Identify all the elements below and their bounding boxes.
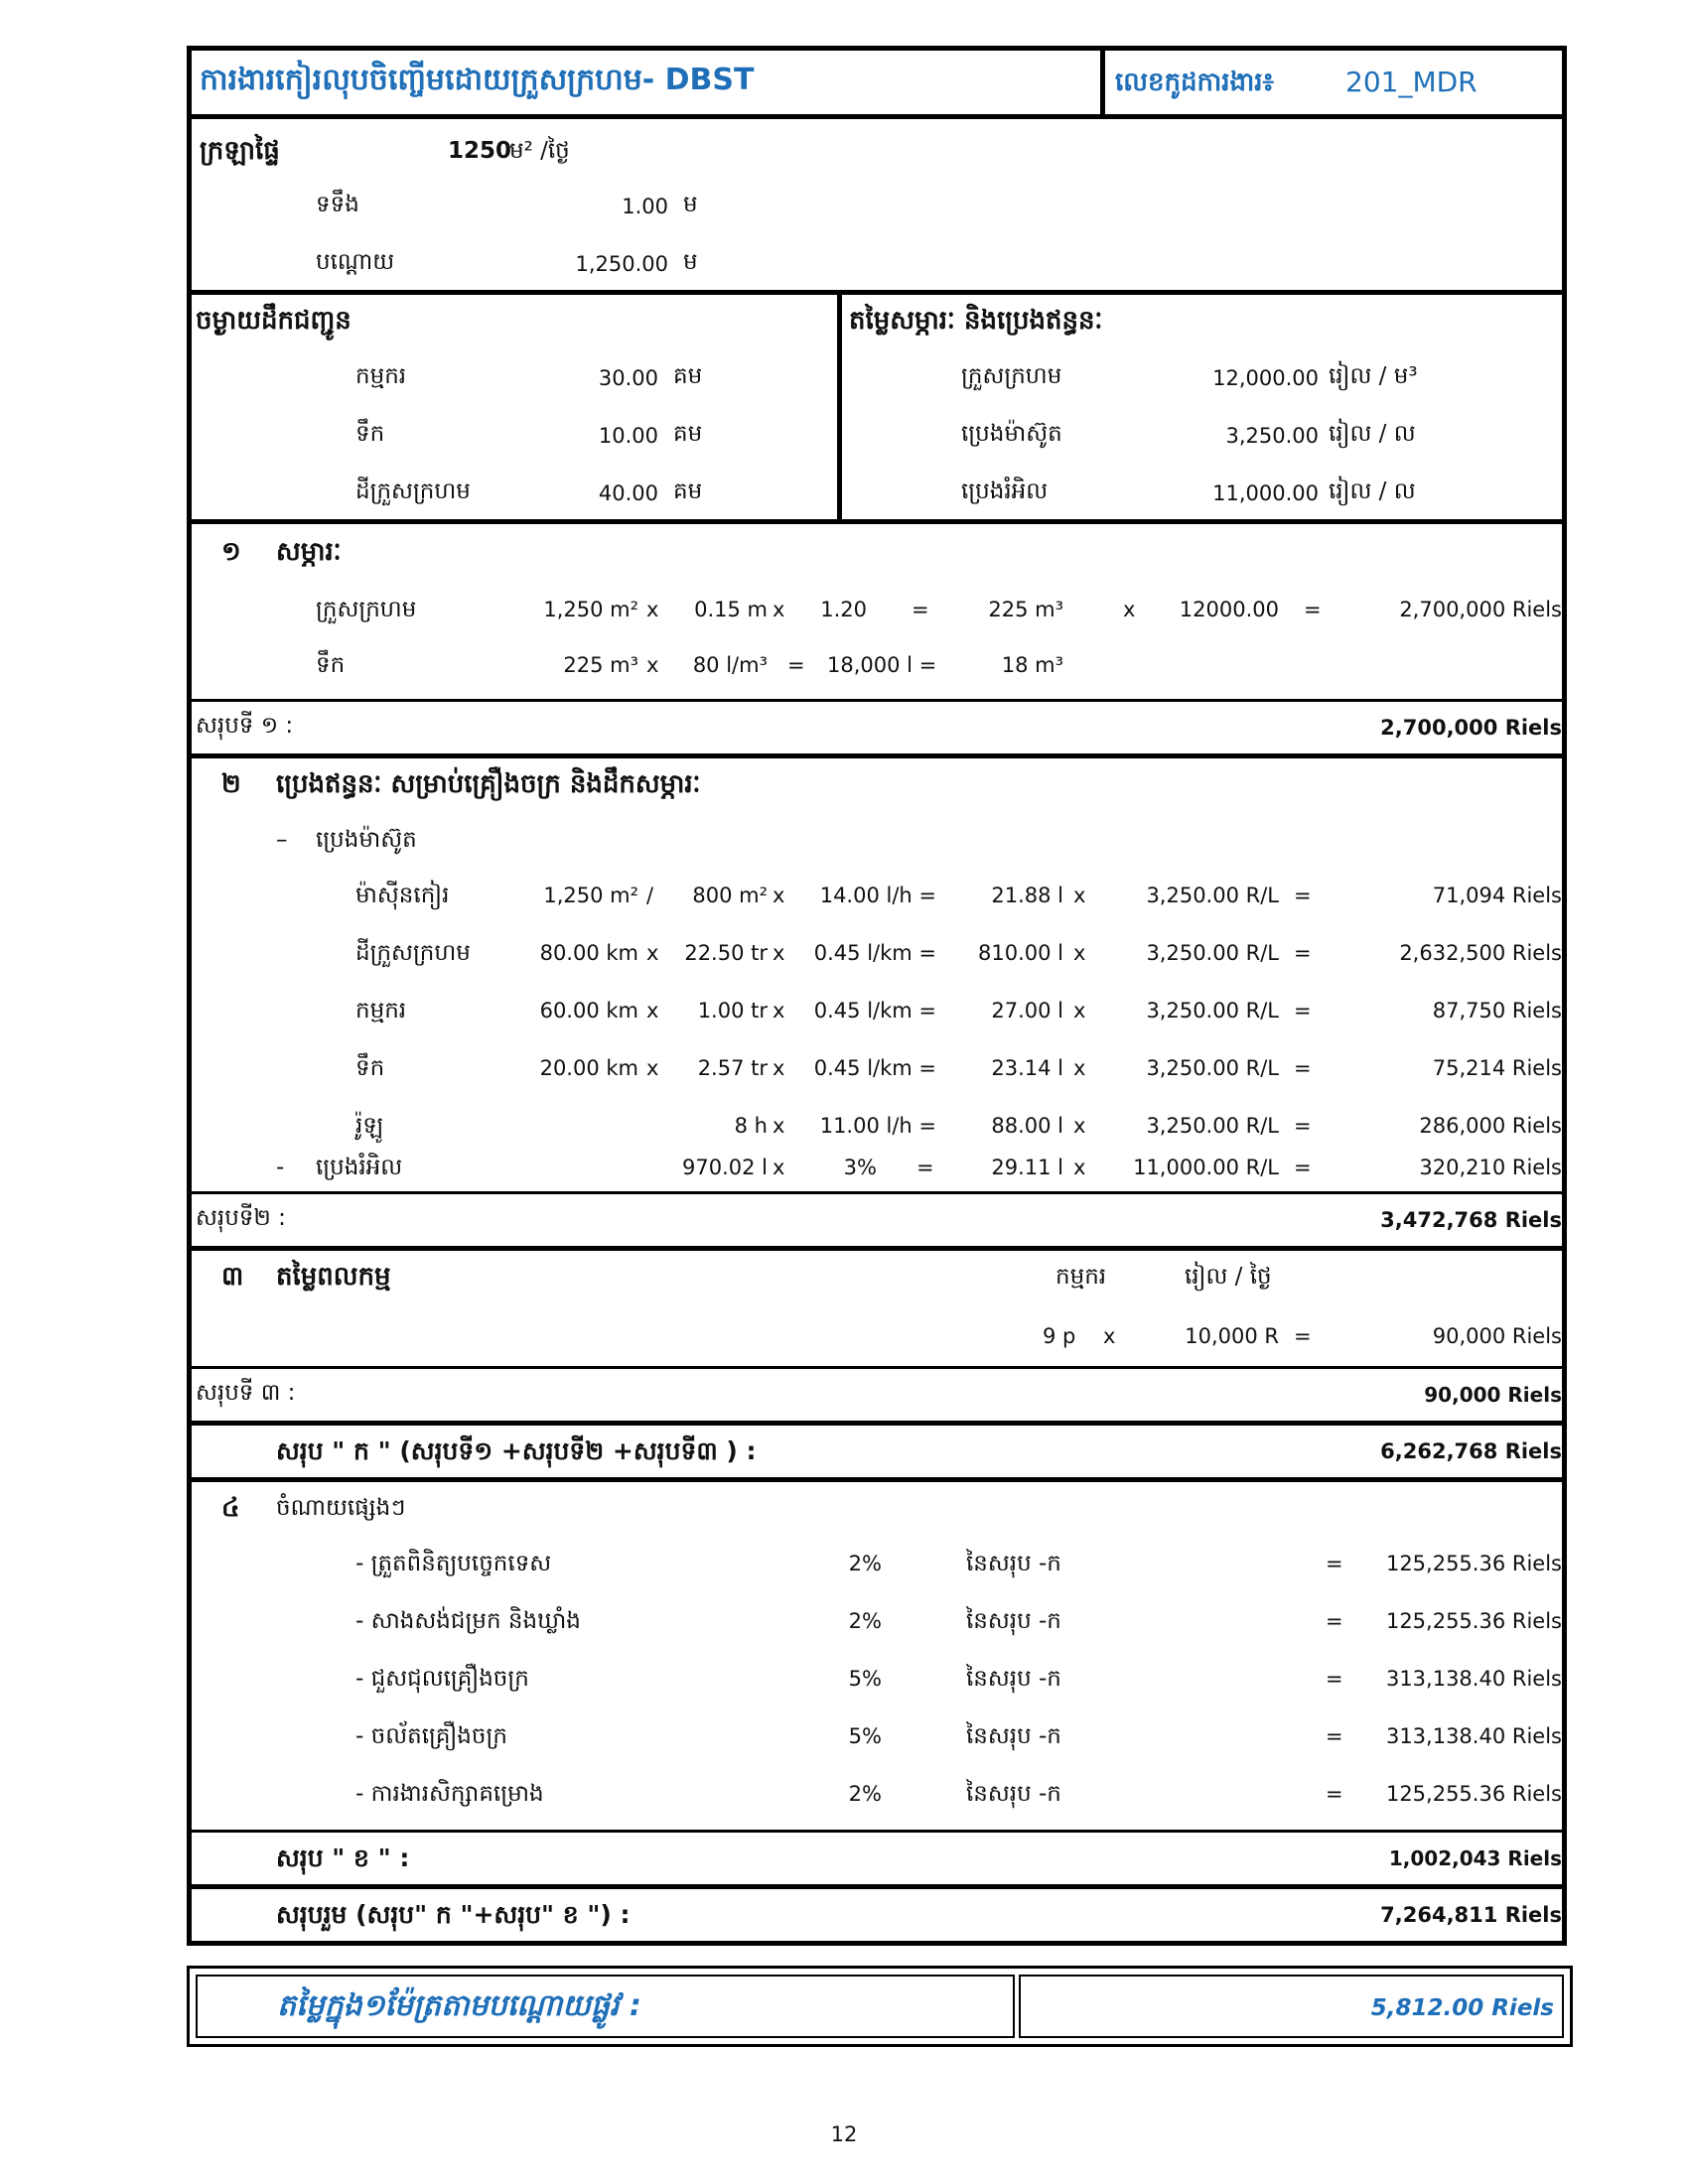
sum-a-box <box>187 1426 1567 1482</box>
fuel-c4: 21.88 l <box>991 884 1063 907</box>
distance-value: 10.00 <box>598 424 658 448</box>
distance-unit: គម <box>673 363 703 389</box>
price-unit: រៀល / ម³ <box>1329 363 1418 389</box>
fuel-c2: 2.57 tr <box>697 1056 768 1080</box>
operator: x <box>773 1056 785 1080</box>
operator: x <box>1073 1056 1086 1080</box>
sum-a-value: 6,262,768 Riels <box>1380 1439 1562 1463</box>
other-cost-basis: នៃសរុប -ក <box>966 1723 1061 1749</box>
daily-rate: 10,000 R <box>1185 1324 1279 1348</box>
diesel-label: ប្រេងម៉ាស៊ូត <box>316 827 417 853</box>
header-box <box>187 46 1567 119</box>
other-cost-label: - ជួសជុលគ្រឿងចក្រ <box>355 1666 529 1692</box>
distance-value: 30.00 <box>598 366 658 390</box>
lube-total: 320,210 Riels <box>1419 1156 1562 1179</box>
section4-box <box>187 1482 1567 1833</box>
fuel-row <box>192 1048 1562 1088</box>
section2-subtotal-label: សរុបទី២ : <box>196 1205 286 1231</box>
fuel-row-label: កម្មករ <box>355 998 407 1024</box>
lube-c5: 11,000.00 R/L <box>1133 1156 1279 1179</box>
other-cost-value: 125,255.36 Riels <box>1385 1609 1562 1633</box>
operator: = <box>1326 1724 1343 1748</box>
cost-estimate-document <box>187 46 1567 1946</box>
operator: = <box>1294 999 1312 1023</box>
section4-number: ៤ <box>221 1493 240 1523</box>
distance-unit: គម <box>673 478 703 504</box>
operator: x <box>1073 884 1086 907</box>
material-volume: 225 m³ <box>988 598 1063 621</box>
operator: x <box>646 999 659 1023</box>
unit-price-label-cell <box>196 1975 1015 2038</box>
length-value: 1,250.00 <box>575 252 668 276</box>
fuel-c1: 1,250 m² <box>543 884 638 907</box>
distances-prices-divider <box>837 295 842 519</box>
grand-total-value: 7,264,811 Riels <box>1380 1903 1562 1927</box>
fuel-c1: 80.00 km <box>539 941 638 965</box>
fuel-c5: 3,250.00 R/L <box>1146 999 1279 1023</box>
operator: = <box>1326 1782 1343 1806</box>
fuel-c4: 23.14 l <box>991 1056 1063 1080</box>
fuel-c2: 1.00 tr <box>697 999 768 1023</box>
distance-label: ដីក្រួសក្រហម <box>355 478 471 504</box>
fuel-c2: 22.50 tr <box>684 941 768 965</box>
fuel-c3: 14.00 l/h = <box>819 884 936 907</box>
fuel-c3: 0.45 l/km = <box>813 999 936 1023</box>
document-title: ការងារកៀរលុបចិញ្ចើមដោយក្រួសក្រហម- DBST <box>200 63 755 97</box>
other-cost-percent: 2% <box>848 1609 882 1633</box>
unit-price-value-cell <box>1019 1975 1564 2038</box>
section3-title: តម្លៃពលកម្ម <box>276 1262 391 1292</box>
other-cost-percent: 2% <box>848 1782 882 1806</box>
operator: x <box>1073 1114 1086 1138</box>
diesel-dash: – <box>276 827 288 853</box>
page-number: 12 <box>830 2122 858 2146</box>
fuel-total: 87,750 Riels <box>1432 999 1562 1023</box>
fuel-row-label: ដីក្រួសក្រហម <box>355 940 471 966</box>
other-cost-row <box>192 1601 1562 1641</box>
other-cost-percent: 5% <box>848 1724 882 1748</box>
productivity-unit: ម² /ថ្ងៃ <box>509 138 570 164</box>
unit-price-value: 5,812.00 Riels <box>1370 1995 1554 2021</box>
fuel-total: 75,214 Riels <box>1432 1056 1562 1080</box>
water-row <box>192 645 1562 685</box>
header-divider <box>1100 51 1105 114</box>
operator: = <box>1294 941 1312 965</box>
operator: = <box>1294 884 1312 907</box>
operator: x <box>773 1114 785 1138</box>
water-volume: 225 m³ <box>563 653 638 677</box>
other-cost-label: - ការងារសិក្សាគម្រោង <box>355 1781 544 1807</box>
other-cost-percent: 5% <box>848 1667 882 1691</box>
other-cost-row <box>192 1774 1562 1814</box>
operator: x <box>773 598 785 621</box>
operator: = <box>916 1156 934 1179</box>
operator: / <box>646 884 654 907</box>
rate-header: រៀល / ថ្ងៃ <box>1185 1264 1272 1290</box>
price-value: 12,000.00 <box>1212 366 1319 390</box>
operator: = <box>1326 1667 1343 1691</box>
material-row <box>192 590 1562 629</box>
price-label: ក្រួសក្រហម <box>961 363 1062 389</box>
other-cost-value: 313,138.40 Riels <box>1385 1667 1562 1691</box>
other-cost-value: 125,255.36 Riels <box>1385 1552 1562 1575</box>
section2-subtotal-box <box>187 1194 1567 1251</box>
other-cost-value: 125,255.36 Riels <box>1385 1782 1562 1806</box>
other-cost-row <box>192 1659 1562 1699</box>
operator: = <box>1294 1114 1312 1138</box>
workers-count: 9 p <box>1043 1324 1076 1348</box>
water-m3: 18 m³ <box>1001 653 1063 677</box>
fuel-row-label: ម៉ាស៊ីនកៀរ <box>355 883 450 908</box>
fuel-row <box>192 933 1562 973</box>
other-cost-basis: នៃសរុប -ក <box>966 1608 1061 1634</box>
labor-total: 90,000 Riels <box>1432 1324 1562 1348</box>
fuel-c4: 810.00 l <box>978 941 1063 965</box>
operator: = <box>1326 1552 1343 1575</box>
distance-label: ទឹក <box>355 421 385 447</box>
width-unit: ម <box>683 192 698 217</box>
section2-title: ប្រេងឥន្ធនៈ សម្រាប់គ្រឿងចក្រ និងដឹកសម្ភារៈ <box>276 769 701 799</box>
grand-total-label: សរុបរួម (សរុប" ក "+សរុប" ខ ") : <box>276 1900 631 1929</box>
productivity-label: ក្រឡាផ្ទៃ <box>200 136 280 166</box>
section1-subtotal-label: សរុបទី ១ : <box>196 713 294 739</box>
distance-label: កម្មករ <box>355 363 407 389</box>
sum-b-value: 1,002,043 Riels <box>1388 1846 1562 1870</box>
section2-number: ២ <box>221 769 241 799</box>
distance-value: 40.00 <box>598 481 658 505</box>
other-cost-basis: នៃសរុប -ក <box>966 1551 1061 1576</box>
fuel-c5: 3,250.00 R/L <box>1146 1114 1279 1138</box>
distance-unit: គម <box>673 421 703 447</box>
material-area: 1,250 m² <box>543 598 638 621</box>
other-cost-row <box>192 1544 1562 1583</box>
fuel-c2: 800 m² <box>692 884 768 907</box>
other-cost-value: 313,138.40 Riels <box>1385 1724 1562 1748</box>
price-label: ប្រេងម៉ាស៊ូត <box>961 421 1062 447</box>
fuel-c4: 27.00 l <box>991 999 1063 1023</box>
fuel-c5: 3,250.00 R/L <box>1146 1056 1279 1080</box>
fuel-c1: 60.00 km <box>539 999 638 1023</box>
price-value: 11,000.00 <box>1212 481 1319 505</box>
section4-title: ចំណាយផ្សេងៗ <box>276 1495 406 1521</box>
lube-dash: - <box>276 1155 285 1180</box>
operator: = <box>1294 1056 1312 1080</box>
lube-row <box>192 1148 1562 1187</box>
operator: = <box>787 653 805 677</box>
material-label: ក្រួសក្រហម <box>316 597 417 622</box>
operator: = <box>912 598 929 621</box>
operator: x <box>1123 598 1136 621</box>
section1-title: សម្ភារៈ <box>276 537 342 567</box>
fuel-c4: 88.00 l <box>991 1114 1063 1138</box>
sum-b-label: សរុប " ខ " : <box>276 1843 410 1872</box>
fuel-c5: 3,250.00 R/L <box>1146 941 1279 965</box>
length-unit: ម <box>683 249 698 275</box>
operator: x <box>773 884 785 907</box>
sum-b-box <box>187 1833 1567 1889</box>
operator: x <box>773 1156 785 1179</box>
operator: x <box>1073 941 1086 965</box>
width-value: 1.00 <box>622 195 668 218</box>
fuel-total: 2,632,500 Riels <box>1399 941 1562 965</box>
lube-c3: 3% <box>843 1156 877 1179</box>
section1-box <box>187 524 1567 702</box>
sum-a-label: សរុប " ក " (សរុបទី១ +សរុបទី២ +សរុបទី៣ ) : <box>276 1436 757 1465</box>
unit-price-label: តម្លៃក្នុង១ម៉ែត្រតាមបណ្ដោយផ្លូវ : <box>277 1988 641 2023</box>
operator: = <box>1294 1156 1312 1179</box>
distances-prices-box <box>187 295 1567 524</box>
operator: x <box>646 598 659 621</box>
price-label: ប្រេងរំអិល <box>961 478 1049 504</box>
material-total: 2,700,000 Riels <box>1399 598 1562 621</box>
grand-total-box <box>187 1889 1567 1946</box>
section1-subtotal-box <box>187 702 1567 758</box>
other-cost-percent: 2% <box>848 1552 882 1575</box>
code-label: លេខកូដការងារ៖ <box>1115 68 1274 97</box>
other-cost-label: - ត្រួតពិនិត្យបច្ចេកទេស <box>355 1551 552 1576</box>
section1-number: ១ <box>221 537 241 567</box>
other-cost-label: - សាងសង់ជម្រក និងឃ្លាំង <box>355 1608 581 1634</box>
material-price: 12000.00 <box>1179 598 1279 621</box>
code-value: 201_MDR <box>1345 66 1477 98</box>
water-label: ទឹក <box>316 652 346 678</box>
prices-heading: តម្លៃសម្ភារៈ និងប្រេងឥន្ធនៈ <box>849 306 1103 336</box>
fuel-row-label: រ៉ូឡូ <box>355 1113 384 1139</box>
section3-subtotal-label: សរុបទី ៣ : <box>196 1380 296 1406</box>
section3-subtotal-box <box>187 1369 1567 1426</box>
section3-box <box>187 1251 1567 1369</box>
water-liters: 18,000 l = <box>827 653 937 677</box>
fuel-c2: 8 h <box>734 1114 768 1138</box>
operator: x <box>773 941 785 965</box>
price-value: 3,250.00 <box>1225 424 1319 448</box>
unit-price-box <box>187 1966 1573 2047</box>
section2-box <box>187 758 1567 1194</box>
water-rate: 80 l/m³ <box>692 653 768 677</box>
width-label: ទទឹង <box>316 192 359 217</box>
other-cost-basis: នៃសរុប -ក <box>966 1666 1061 1692</box>
section3-subtotal-value: 90,000 Riels <box>1424 1383 1562 1407</box>
fuel-c3: 0.45 l/km = <box>813 1056 936 1080</box>
section1-subtotal-value: 2,700,000 Riels <box>1380 716 1562 740</box>
fuel-row <box>192 991 1562 1030</box>
operator: x <box>646 653 659 677</box>
distances-heading: ចម្ងាយដឹកជញ្ជូន <box>196 306 352 336</box>
lube-label: ប្រេងរំអិល <box>316 1155 403 1180</box>
material-thickness: 0.15 m <box>694 598 768 621</box>
operator: x <box>646 941 659 965</box>
lube-c4: 29.11 l <box>991 1156 1063 1179</box>
operator: x <box>1073 1156 1086 1179</box>
operator: x <box>773 999 785 1023</box>
other-cost-label: - ចល័តគ្រឿងចក្រ <box>355 1723 507 1749</box>
fuel-c3: 11.00 l/h = <box>819 1114 936 1138</box>
fuel-c3: 0.45 l/km = <box>813 941 936 965</box>
productivity-box <box>187 119 1567 295</box>
fuel-c1: 20.00 km <box>539 1056 638 1080</box>
operator: = <box>1304 598 1322 621</box>
length-label: បណ្ដោយ <box>316 249 395 275</box>
price-unit: រៀល / ល <box>1329 478 1416 504</box>
other-cost-basis: នៃសរុប -ក <box>966 1781 1061 1807</box>
section2-subtotal-value: 3,472,768 Riels <box>1380 1208 1562 1232</box>
fuel-total: 286,000 Riels <box>1419 1114 1562 1138</box>
other-cost-row <box>192 1716 1562 1756</box>
operator: x <box>1073 999 1086 1023</box>
fuel-total: 71,094 Riels <box>1432 884 1562 907</box>
workers-header: កម្មករ <box>1055 1264 1107 1290</box>
fuel-row-label: ទឹក <box>355 1055 385 1081</box>
lube-c2: 970.02 l <box>682 1156 768 1179</box>
fuel-row <box>192 876 1562 915</box>
price-unit: រៀល / ល <box>1329 421 1416 447</box>
material-factor: 1.20 <box>820 598 867 621</box>
fuel-c5: 3,250.00 R/L <box>1146 884 1279 907</box>
operator: x <box>1103 1324 1116 1348</box>
operator: = <box>1326 1609 1343 1633</box>
productivity-value: 1250 <box>448 138 512 164</box>
section3-number: ៣ <box>221 1262 244 1292</box>
operator: x <box>646 1056 659 1080</box>
fuel-row <box>192 1106 1562 1146</box>
operator: = <box>1294 1324 1312 1348</box>
